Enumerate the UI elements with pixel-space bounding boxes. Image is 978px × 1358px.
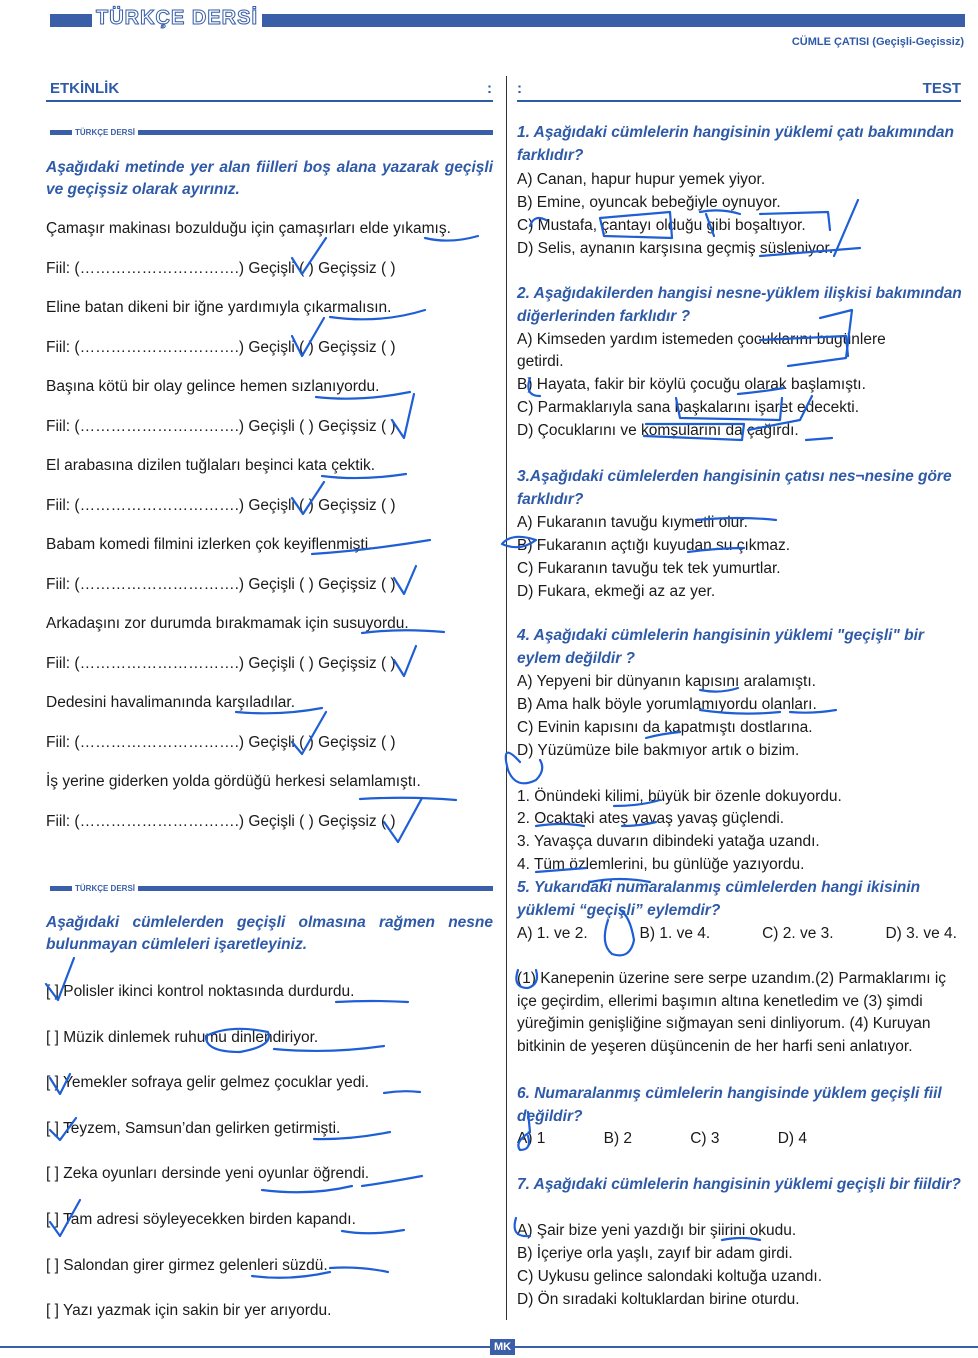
q1-option-b[interactable]: B) Emine, oyuncak bebeğiyle oynuyor. bbox=[517, 194, 781, 211]
topic-subtitle: CÜMLE ÇATISI (Geçişli-Geçissiz) bbox=[791, 36, 964, 48]
ink-underline bbox=[330, 310, 425, 319]
ink-underline bbox=[312, 540, 430, 554]
activity2-item[interactable]: [ ] Yazı yazmak için sakin bir yer arıyordu. bbox=[46, 1302, 332, 1319]
q2-option-a[interactable]: A) Kimseden yardım istemeden çocuklarını bugünlere bbox=[517, 331, 886, 348]
left-colon: : bbox=[487, 80, 492, 97]
question-3: 3.Aşağıdaki cümlelerden hangisinin çatısı nes¬nesine göre farklıdır? bbox=[517, 468, 952, 508]
q5-sentence-1: 1. Önündeki kilimi, büyük bir özenle dokuyordu. bbox=[517, 788, 842, 805]
ink-check-mark bbox=[394, 566, 416, 594]
q6-option-a[interactable]: A) 1 bbox=[517, 1130, 546, 1147]
question-1: 1. Aşağıdaki cümlelerin hangisinin yüklemi çatı bakımından farklıdır? bbox=[517, 124, 955, 164]
right-colon: : bbox=[517, 80, 522, 97]
question-7: 7. Aşağıdaki cümlelerin hangisinin yüklemi geçişli bir fiildir? bbox=[517, 1176, 961, 1193]
section-tag-2: TÜRKÇE DERSİ bbox=[72, 884, 138, 893]
q5-option-d[interactable]: D) 3. ve 4. bbox=[885, 925, 957, 942]
q4-option-b[interactable]: B) Ama halk böyle yorumlamıyordu olanları. bbox=[517, 696, 817, 713]
page-title: TÜRKÇE DERSİ bbox=[92, 7, 262, 29]
ink-underline bbox=[536, 822, 656, 826]
q1-option-a[interactable]: A) Canan, hapur hupur yemek yiyor. bbox=[517, 171, 766, 188]
ink-underline bbox=[336, 1001, 408, 1002]
q2-option-b[interactable]: B) Hayata, fakir bir köylü çocuğu olarak başlamıştı. bbox=[517, 376, 866, 393]
ink-underline bbox=[322, 474, 406, 478]
activity2-instruction: Aşağıdaki cümlelerden geçişli olmasına rağmen nesne bulunmayan cümleleri işaretleyiniz. bbox=[46, 914, 493, 953]
ink-underline bbox=[760, 248, 860, 256]
ink-check-mark bbox=[50, 1118, 76, 1140]
q2-option-a-cont: getirdi. bbox=[517, 353, 564, 370]
activity1-sentence: Eline batan dikeni bir iğne yardımıyla çıkarmalısın. bbox=[46, 299, 392, 316]
activity1-sentence: Çamaşır makinası bozulduğu için çamaşırları elde yıkamış. bbox=[46, 220, 451, 237]
ink-glyph bbox=[518, 1112, 530, 1150]
activity2-item[interactable]: [ ] Polisler ikinci kontrol noktasında durdurdu. bbox=[46, 983, 355, 1000]
ink-box bbox=[600, 212, 672, 238]
ink-box bbox=[760, 336, 848, 356]
ink-glyph bbox=[748, 396, 832, 440]
question-2: 2. Aşağıdakilerden hangisi nesne-yüklem ilişkisi bakımından diğerlerinden farklıdır ? bbox=[517, 285, 962, 325]
ink-circle bbox=[206, 1029, 269, 1052]
q3-option-b[interactable]: B) Fukaranın açtığı kuyudan su çıkmaz. bbox=[517, 537, 791, 554]
q4-option-d[interactable]: D) Yüzümüze bile bakmıyor artık o bizim. bbox=[517, 742, 800, 759]
ink-underline bbox=[316, 392, 410, 399]
q6-option-c[interactable]: C) 3 bbox=[690, 1130, 720, 1147]
q7-option-a[interactable]: A) Şair bize yeni yazdığı bir şiirini okudu. bbox=[517, 1222, 797, 1239]
activity1-answer[interactable]: Fiil: (………………………….) Geçişli ( ) Geçişsiz ( ) bbox=[46, 734, 396, 751]
ink-check-mark bbox=[46, 958, 74, 1000]
ink-underline bbox=[590, 879, 650, 882]
q7-option-d[interactable]: D) Ön sıradaki koltuklardan birine oturdu. bbox=[517, 1291, 800, 1308]
ink-underline bbox=[536, 868, 586, 872]
ink-underline bbox=[738, 388, 784, 394]
activity1-sentence: Başına kötü bir olay gelince hemen sızlanıyordu. bbox=[46, 378, 380, 395]
ink-underline bbox=[362, 1176, 422, 1186]
ink-underline bbox=[274, 1046, 384, 1051]
ink-check-mark bbox=[394, 646, 416, 676]
ink-circle bbox=[516, 970, 537, 988]
ink-underline bbox=[688, 548, 744, 552]
ink-box bbox=[644, 424, 744, 440]
ink-underline bbox=[252, 1272, 330, 1278]
activity1-answer[interactable]: Fiil: (………………………….) Geçişli ( ) Geçişsiz ( ) bbox=[46, 418, 396, 435]
right-column-label: TEST bbox=[922, 80, 961, 97]
question-5: 5. Yukarıdaki numaralanmış cümlelerden hangi ikisinin yüklemi “geçişli” eylemdir? bbox=[517, 879, 921, 919]
ink-underline bbox=[342, 1230, 404, 1233]
ink-circle bbox=[502, 537, 536, 547]
activity2-item[interactable]: [ ] Salondan girer girmez gelenleri süzdü. bbox=[46, 1257, 328, 1274]
ink-box bbox=[676, 398, 782, 420]
activity2-item[interactable]: [ ] Teyzem, Samsun’dan gelirken getirmişti. bbox=[46, 1120, 341, 1137]
ink-check-mark bbox=[50, 1200, 80, 1236]
footer-badge: MK bbox=[490, 1339, 515, 1355]
ink-underline bbox=[614, 800, 660, 806]
activity2-item[interactable]: [ ] Tam adresi söyleyecekken birden kapandı. bbox=[46, 1211, 356, 1228]
activity1-sentence: Babam komedi filmini izlerken çok keyiflenmişti. bbox=[46, 536, 373, 553]
activity1-answer[interactable]: Fiil: (………………………….) Geçişli ( ) Geçişsiz ( ) bbox=[46, 576, 396, 593]
activity1-sentence: El arabasına dizilen tuğlaları beşinci kata çektik. bbox=[46, 457, 376, 474]
activity1-answer[interactable]: Fiil: (………………………….) Geçişli ( ) Geçişsiz ( ) bbox=[46, 655, 396, 672]
q2-option-d[interactable]: D) Çocuklarını ve komşularını da çağırdı. bbox=[517, 422, 799, 439]
q3-option-d[interactable]: D) Fukara, ekmeği az az yer. bbox=[517, 583, 716, 600]
question-6: 6. Numaralanmış cümlelerin hangisinde yüklem geçişli fiil değildir? bbox=[517, 1085, 942, 1125]
ink-circle bbox=[605, 910, 634, 955]
ink-check-mark bbox=[292, 712, 326, 754]
ink-underline bbox=[362, 630, 444, 633]
question-4: 4. Aşağıdaki cümlelerin hangisinin yüklemi "geçişli" bir eylem değildir ? bbox=[517, 627, 924, 667]
ink-underline bbox=[646, 732, 680, 738]
ink-circle bbox=[530, 218, 546, 226]
activity1-sentence: Arkadaşını zor durumda bırakmamak için susuyordu. bbox=[46, 615, 409, 632]
activity1-answer[interactable]: Fiil: (………………………….) Geçişli ( ) Geçişsiz ( ) bbox=[46, 339, 396, 356]
section-tag-1: TÜRKÇE DERSİ bbox=[72, 128, 138, 137]
ink-check-mark bbox=[392, 394, 414, 438]
q5-option-c[interactable]: C) 2. ve 3. bbox=[762, 925, 834, 942]
ink-circle bbox=[506, 753, 543, 784]
ink-underline bbox=[236, 708, 322, 713]
ink-box bbox=[760, 212, 830, 230]
q7-option-b[interactable]: B) İçeriye orla yaşlı, zayıf bir adam girdi. bbox=[517, 1245, 793, 1262]
ink-underline bbox=[700, 710, 836, 714]
q3-option-c[interactable]: C) Fukaranın tavuğu tek tek yumurtlar. bbox=[517, 560, 781, 577]
activity2-item[interactable]: [ ] Yemekler sofraya gelir gelmez çocuklar yedi. bbox=[46, 1074, 370, 1091]
ink-check-mark bbox=[292, 318, 324, 356]
ink-underline bbox=[330, 1268, 388, 1273]
ink-check-mark bbox=[292, 238, 326, 274]
ink-check-mark bbox=[384, 798, 422, 842]
activity1-answer[interactable]: Fiil: (………………………….) Geçişli ( ) Geçişsiz ( ) bbox=[46, 813, 396, 830]
q5-sentence-4: 4. Tüm özlemlerini, bu günlüğe yazıyordu. bbox=[517, 856, 805, 873]
q5-sentence-2: 2. Ocaktaki ateş yavaş yavaş güçlendi. bbox=[517, 810, 785, 827]
q5-option-a[interactable]: A) 1. ve 2. bbox=[517, 925, 588, 942]
activity1-sentence: İş yerine giderken yolda gördüğü herkesi selamlamıştı. bbox=[46, 773, 421, 790]
ink-check-mark bbox=[50, 1074, 70, 1094]
q4-option-c[interactable]: C) Evinin kapısını da kapatmıştı dostlarına. bbox=[517, 719, 813, 736]
q7-option-c[interactable]: C) Uykusu gelince salondaki koltuğa uzandı. bbox=[517, 1268, 823, 1285]
q4-option-a[interactable]: A) Yepyeni bir dünyanın kapısını aralamıştı. bbox=[517, 673, 816, 690]
q1-option-d[interactable]: D) Selis, aynanın karşısına geçmiş süsleniyor. bbox=[517, 240, 834, 257]
ink-underline bbox=[384, 1091, 420, 1093]
activity1-answer[interactable]: Fiil: (………………………….) Geçişli ( ) Geçişsiz ( ) bbox=[46, 260, 396, 277]
ink-circle bbox=[528, 378, 540, 396]
ink-underline bbox=[360, 798, 456, 800]
q5-sentence-3: 3. Yavaşça duvarın dibindeki yatağa uzandı. bbox=[517, 833, 820, 850]
q2-option-c[interactable]: C) Parmaklarıyla sana başkalarını işaret edecekti. bbox=[517, 399, 860, 416]
q1-option-c[interactable]: C) Mustafa, çantayı olduğu gibi boşaltıyor. bbox=[517, 217, 806, 234]
ink-underline bbox=[700, 688, 738, 692]
ink-underline bbox=[314, 1132, 390, 1139]
q6-passage: (1) Kanepenin üzerine sere serpe uzandım.(2) Parmaklarımı iç içe geçirdim, ellerimi başımın altına kenetledim ve (3) şimdi yüreğimin genişliğine sığmayan seni dinliyorum. (4) Kuruyan bitkinin de yeşeren düşüncenin de her harfi seni anlatıyor. bbox=[517, 970, 947, 1055]
activity1-instruction: Aşağıdaki metinde yer alan fiilleri boş alana yazarak geçişli ve geçişsiz olarak ayırınız. bbox=[46, 159, 493, 198]
activity2-item[interactable]: [ ] Müzik dinlemek ruhumu dinlendiriyor. bbox=[46, 1029, 319, 1046]
ink-circle bbox=[515, 1218, 530, 1236]
activity1-sentence: Dedesini havalimanında karşıladılar. bbox=[46, 694, 295, 711]
ink-underline bbox=[696, 518, 776, 520]
ink-underline bbox=[722, 1238, 760, 1240]
ink-glyph bbox=[700, 210, 740, 236]
q6-option-d[interactable]: D) 4 bbox=[777, 1130, 807, 1147]
q5-option-b[interactable]: B) 1. ve 4. bbox=[639, 925, 711, 942]
activity2-item[interactable]: [ ] Zeka oyunları dersinde yeni oyunlar öğrendi. bbox=[46, 1165, 370, 1182]
ink-check-mark bbox=[292, 482, 324, 514]
q6-option-b[interactable]: B) 2 bbox=[603, 1130, 633, 1147]
activity1-answer[interactable]: Fiil: (………………………….) Geçişli ( ) Geçişsiz ( ) bbox=[46, 497, 396, 514]
left-column-label: ETKİNLİK bbox=[50, 80, 120, 97]
q3-option-a[interactable]: A) Fukaranın tavuğu kıymetli olur. bbox=[517, 514, 748, 531]
ink-underline bbox=[425, 236, 478, 241]
ink-underline bbox=[262, 1186, 352, 1192]
